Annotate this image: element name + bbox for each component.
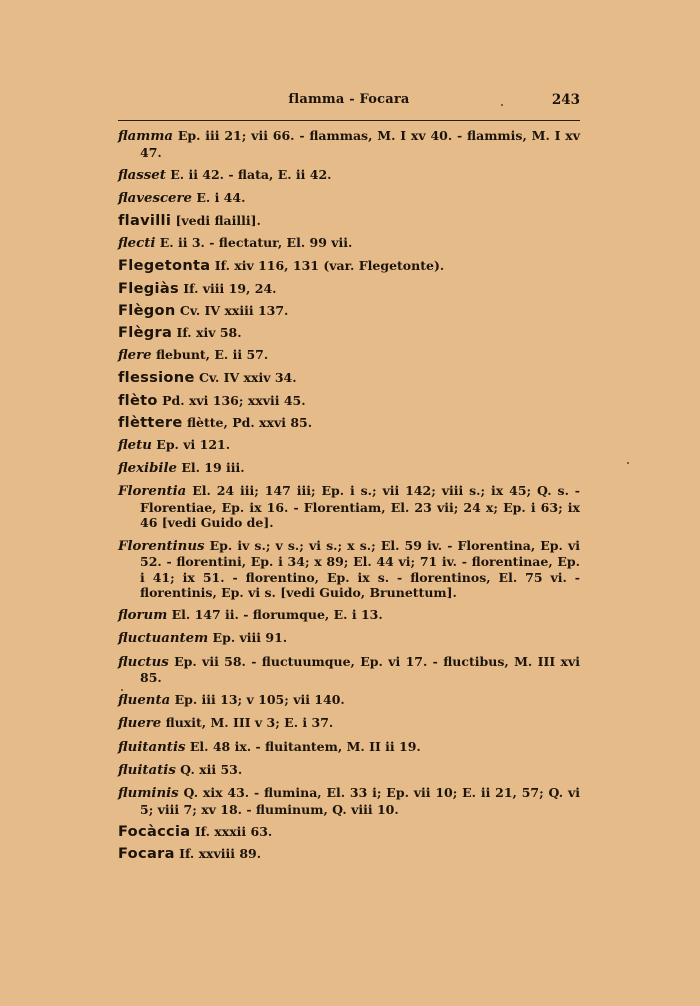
print-speck (121, 689, 123, 691)
index-entry (118, 846, 580, 862)
entry-headword: flèttere (118, 413, 183, 431)
entry-headword: flasset (118, 167, 166, 183)
entry-references: Q. xii 53. (175, 761, 243, 777)
entry-headword: fluitantis (118, 739, 186, 755)
header-rule (118, 120, 580, 121)
entry-references: If. xxxii 63. (190, 823, 273, 839)
entry-references: If. xiv 58. (172, 325, 242, 340)
entry-headword: flamma (118, 129, 174, 144)
index-entry (118, 128, 580, 160)
entry-headword: Focara (118, 844, 175, 862)
entry-headword: flexibile (118, 461, 177, 477)
entry-headword: fluminis (118, 786, 179, 801)
entry-headword: flere (118, 348, 152, 364)
index-entry (118, 654, 580, 686)
entry-references: If. viii 19, 24. (178, 280, 277, 296)
entry-references: Ep. iv s.; v s.; vi s.; x s.; El. 59 iv. - Florentina, Ep. vi 52. - florentini, Ep. i 34; x 89; El. 44 vi; 71 iv. - florentinae, Ep. i 41; ix 51. - florentino, Ep. ix s. - florentinos, El. 75 vi. - florentinis, Ep. vi s. [vedi Guido, Brunettum]. (140, 537, 580, 600)
entry-headword: Flègon (118, 301, 176, 319)
index-entry (118, 393, 580, 409)
index-entry (118, 190, 580, 207)
index-entry (118, 692, 580, 709)
entry-headword: Focàccia (118, 822, 191, 840)
entry-headword: flessione (118, 369, 195, 387)
entry-references: El. 147 ii. - florumque, E. i 13. (167, 607, 383, 623)
entry-references: Ep. iii 21; vii 66. - flammas, M. I xv 40. - flammis, M. I xv 47. (140, 128, 580, 160)
entry-references: Ep. vii 58. - fluctuumque, Ep. vi 17. - fluctibus, M. III xvi 85. (140, 653, 580, 686)
entry-headword: fletu (118, 437, 152, 453)
page-number: 243 (551, 92, 580, 108)
index-entry (118, 538, 580, 601)
index-entry (118, 347, 580, 364)
entry-headword: Florentia (118, 484, 187, 500)
entry-headword: Flegiàs (118, 279, 179, 297)
entry-references: El. 48 ix. - fluitantem, M. II ii 19. (185, 738, 421, 754)
entry-references: El. 19 iii. (176, 460, 245, 476)
index-entry (118, 370, 580, 386)
entry-headword: fluere (118, 716, 162, 732)
entry-references: [vedi flailli]. (171, 213, 261, 229)
entry-references: Pd. xvi 136; xxvii 45. (157, 392, 306, 408)
entry-headword: flavilli (118, 212, 172, 230)
entry-references: E. ii 42. - flata, E. ii 42. (165, 166, 332, 182)
index-entry (118, 415, 580, 431)
entry-headword: Flègra (118, 324, 173, 341)
index-entry (118, 483, 580, 531)
index-entry (118, 607, 580, 624)
index-entry (118, 303, 580, 319)
index-entry (118, 739, 580, 756)
index-entry (118, 762, 580, 779)
index-entry (118, 281, 580, 297)
entry-references: fluxit, M. III v 3; E. i 37. (161, 715, 334, 731)
index-entry (118, 258, 580, 274)
index-entry (118, 630, 580, 647)
index-entry (118, 785, 580, 817)
print-speck (627, 462, 629, 464)
index-entry (118, 715, 580, 732)
entry-headword: flèto (118, 391, 158, 409)
entry-headword: flavescere (118, 190, 192, 206)
entry-headword: fluitatis (118, 762, 176, 778)
index-entries (118, 128, 580, 868)
entry-references: If. xiv 116, 131 (var. Flegetonte). (210, 258, 445, 274)
print-speck (501, 104, 503, 106)
index-entry (118, 213, 580, 229)
entry-references: El. 24 iii; 147 iii; Ep. i s.; vii 142; viii s.; ix 45; Q. s. - Florentiae, Ep. ix 16. - Florentiam, El. 23 vii; 24 x; Ep. i 63; ix 46 [vedi Guido de]. (140, 483, 580, 531)
index-entry (118, 437, 580, 454)
entry-references: Ep. vi 121. (151, 436, 231, 452)
entry-references: Q. xix 43. - flumina, El. 33 i; Ep. vii 10; E. ii 21, 57; Q. vi 5; viii 7; xv 18. - fluminum, Q. viii 10. (140, 785, 580, 817)
entry-headword: flecti (118, 236, 156, 252)
entry-headword: fluenta (118, 693, 171, 709)
index-entry (118, 824, 580, 840)
entry-headword: Flegetonta (118, 257, 211, 275)
entry-references: flètte, Pd. xxvi 85. (182, 414, 313, 430)
entry-references: flebunt, E. ii 57. (151, 347, 269, 363)
entry-references: Cv. IV xxiv 34. (194, 370, 297, 386)
entry-headword: Florentinus (118, 538, 205, 554)
entry-references: Cv. IV xxiii 137. (175, 302, 289, 318)
entry-headword: fluctuantem (118, 631, 209, 647)
index-entry (118, 460, 580, 477)
entry-references: Ep. viii 91. (208, 630, 288, 646)
index-entry (118, 167, 580, 184)
entry-references: If. xxviii 89. (174, 845, 262, 861)
entry-headword: florum (118, 608, 168, 624)
entry-references: E. ii 3. - flectatur, El. 99 vii. (155, 235, 353, 251)
running-title: flamma - Focara (288, 92, 410, 107)
entry-references: Ep. iii 13; v 105; vii 140. (170, 692, 345, 708)
index-entry (118, 325, 580, 341)
page-header (118, 92, 580, 112)
entry-references: E. i 44. (191, 189, 246, 205)
index-entry (118, 235, 580, 252)
entry-headword: fluctus (118, 654, 169, 670)
